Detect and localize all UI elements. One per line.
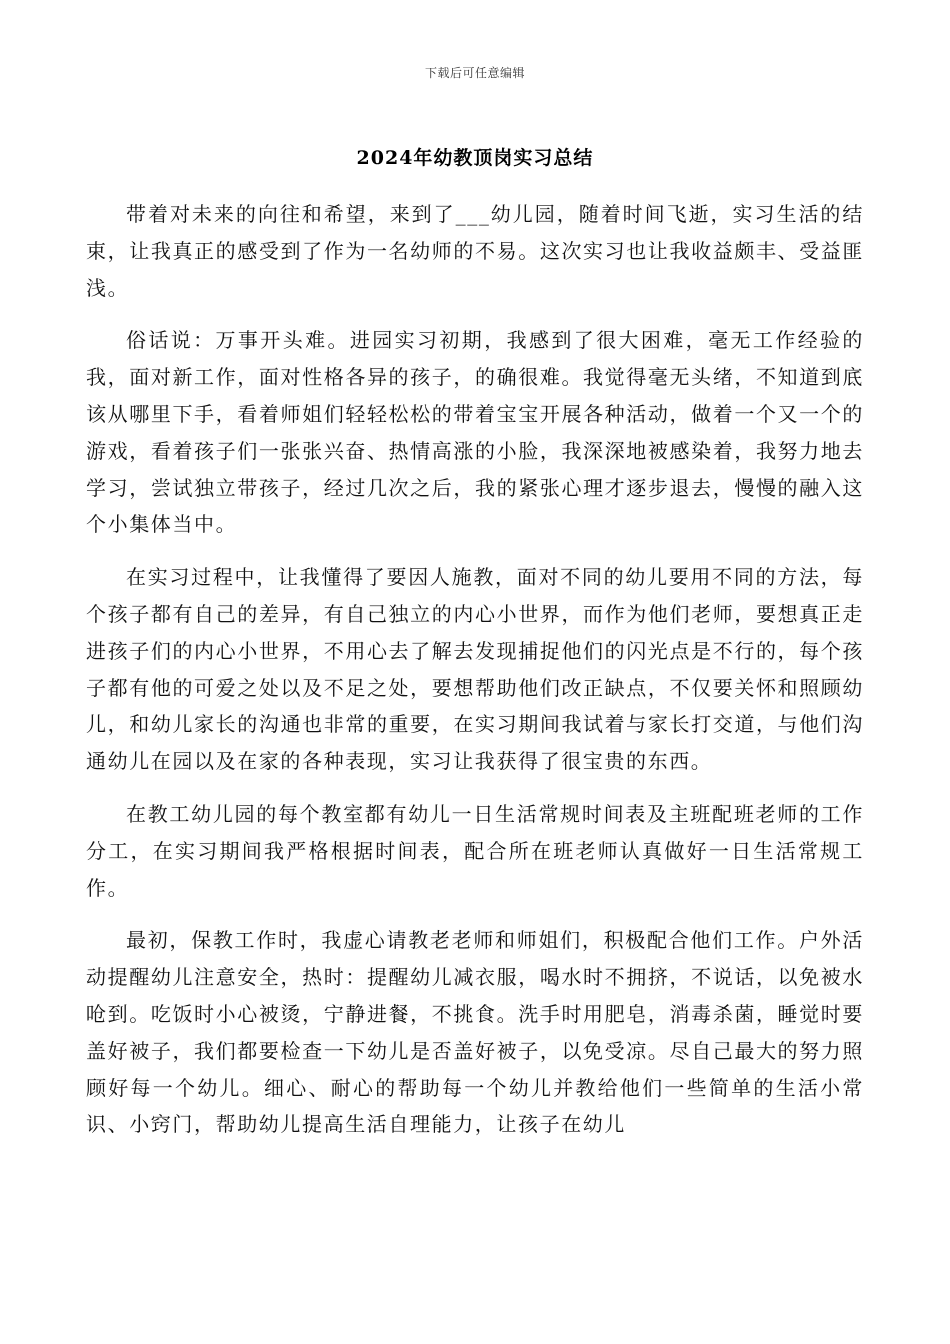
paragraph: 带着对未来的向往和希望，来到了___幼儿园，随着时间飞逝，实习生活的结束，让我真正的感受到了作为一名幼师的不易。这次实习也让我收益颇丰、受益匪浅。 [86, 202, 864, 300]
paragraph: 最初，保教工作时，我虚心请教老老师和师姐们，积极配合他们工作。户外活动提醒幼儿注意安全，热时：提醒幼儿减衣服，喝水时不拥挤，不说话，以免被水呛到。吃饭时小心被烫，宁静进餐，不挑食。洗手时用肥皂，消毒杀菌，睡觉时要盖好被子，我们都要检查一下幼儿是否盖好被子，以免受凉。尽自己最大的努力照顾好每一个幼儿。细心、耐心的帮助每一个幼儿并教给他们一些简单的生活小常识、小窍门，帮助幼儿提高生活自理能力，让孩子在幼儿 [86, 928, 864, 1137]
paragraph: 在实习过程中，让我懂得了要因人施教，面对不同的幼儿要用不同的方法，每个孩子都有自己的差异，有自己独立的内心小世界，而作为他们老师，要想真正走进孩子们的内心小世界，不用心去了解去发现捕捉他们的闪光点是不行的，每个孩子都有他的可爱之处以及不足之处，要想帮助他们改正缺点，不仅要关怀和照顾幼儿，和幼儿家长的沟通也非常的重要，在实习期间我试着与家长打交道，与他们沟通幼儿在园以及在家的各种表现，实习让我获得了很宝贵的东西。 [86, 565, 864, 774]
document-title: 2024年幼教顶岗实习总结 [356, 147, 594, 169]
document-body [86, 196, 864, 1159]
paragraph: 俗话说：万事开头难。进园实习初期，我感到了很大困难，毫无工作经验的我，面对新工作，面对性格各异的孩子，的确很难。我觉得毫无头绪，不知道到底该从哪里下手，看着师姐们轻轻松松的带着宝宝开展各种活动，做着一个又一个的游戏，看着孩子们一张张兴奋、热情高涨的小脸，我深深地被感染着，我努力地去学习，尝试独立带孩子，经过几次之后，我的紧张心理才逐步退去，慢慢的融入这个小集体当中。 [86, 328, 864, 537]
header-note: 下载后可任意编辑 [424, 66, 525, 80]
paragraph: 在教工幼儿园的每个教室都有幼儿一日生活常规时间表及主班配班老师的工作分工，在实习期间我严格根据时间表，配合所在班老师认真做好一日生活常规工作。 [86, 801, 864, 900]
